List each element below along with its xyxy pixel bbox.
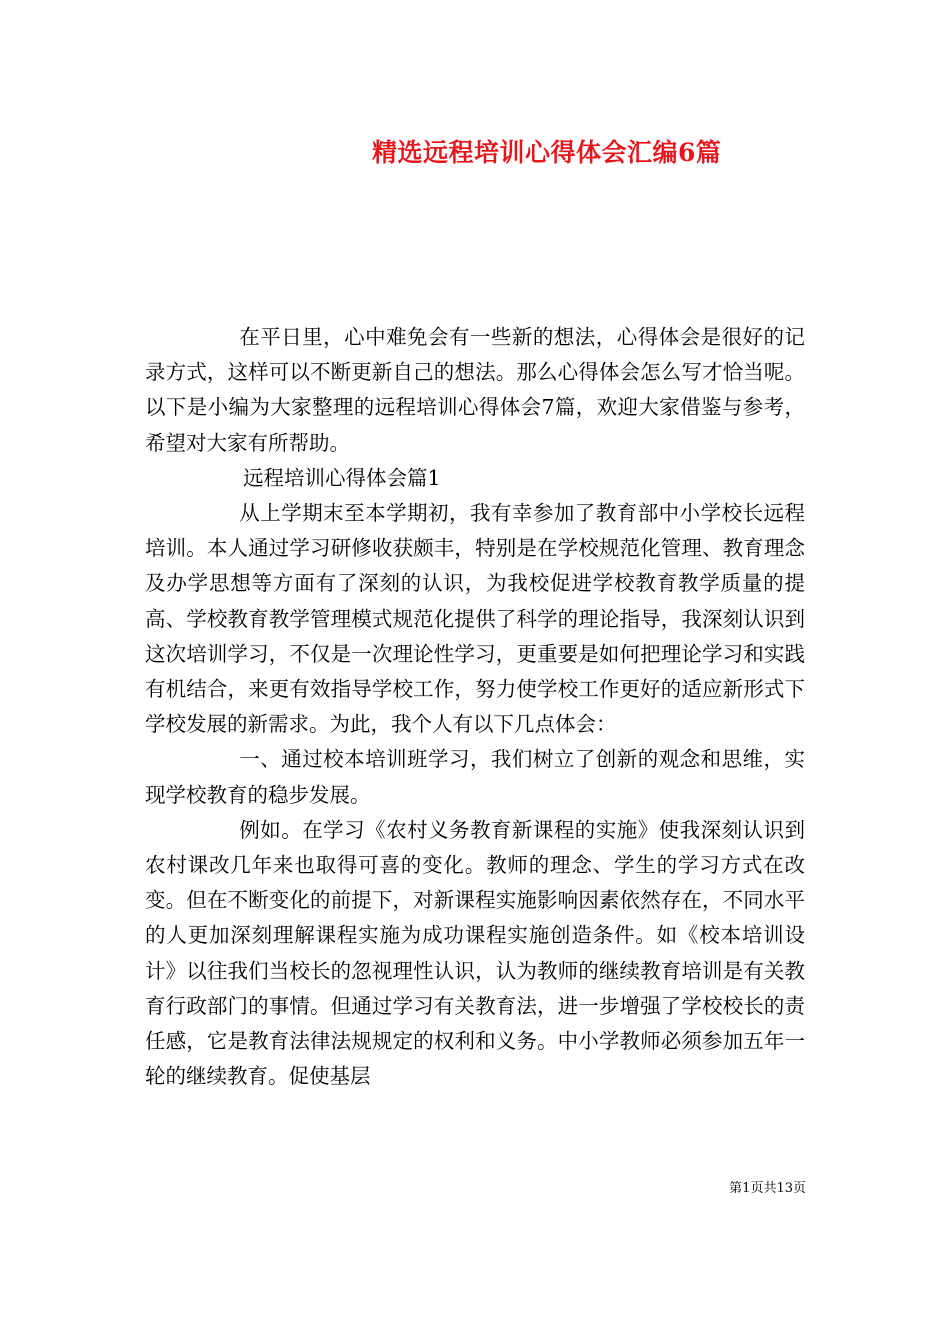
intro-paragraph: 在平日里，心中难免会有一些新的想法，心得体会是很好的记录方式，这样可以不断更新自己的想法。那么心得体会怎么写才恰当呢。以下是小编为大家整理的远程培训心得体会7篇，欢迎大家借鉴与参考，希望对大家有所帮助。 (145, 325, 805, 455)
body-paragraph: 从上学期末至本学期初，我有幸参加了教育部中小学校长远程培训。本人通过学习研修收获颇丰，特别是在学校规范化管理、教育理念及办学思想等方面有了深刻的认识，为我校促进学校教育教学质量的提高、学校教育教学管理模式规范化提供了科学的理论指导，我深刻认识到这次培训学习，不仅是一次理论性学习，更重要是如何把理论学习和实践有机结合，来更有效指导学校工作，努力使学校工作更好的适应新形式下学校发展的新需求。为此，我个人有以下几点体会： (145, 501, 805, 737)
body-paragraph: 一、通过校本培训班学习，我们树立了创新的观念和思维，实现学校教育的稳步发展。 (145, 747, 805, 807)
page-number: 第1页共13页 (729, 1181, 806, 1196)
document-title: 精选远程培训心得体会汇编6篇 (372, 138, 722, 167)
body-paragraph: 例如。在学习《农村义务教育新课程的实施》使我深刻认识到农村课改几年来也取得可喜的变化。教师的理念、学生的学习方式在改变。但在不断变化的前提下，对新课程实施影响因素依然存在，不同水平的人更加深刻理解课程实施为成功课程实施创造条件。如《校本培训设计》以往我们当校长的忽视理性认识，认为教师的继续教育培训是有关教育行政部门的事情。但通过学习有关教育法，进一步增强了学校校长的责任感，它是教育法律法规规定的权利和义务。中小学教师必须参加五年一轮的继续教育。促使基层 (145, 817, 805, 1089)
section-heading: 远程培训心得体会篇1 (243, 465, 441, 490)
document-body (145, 320, 805, 1094)
